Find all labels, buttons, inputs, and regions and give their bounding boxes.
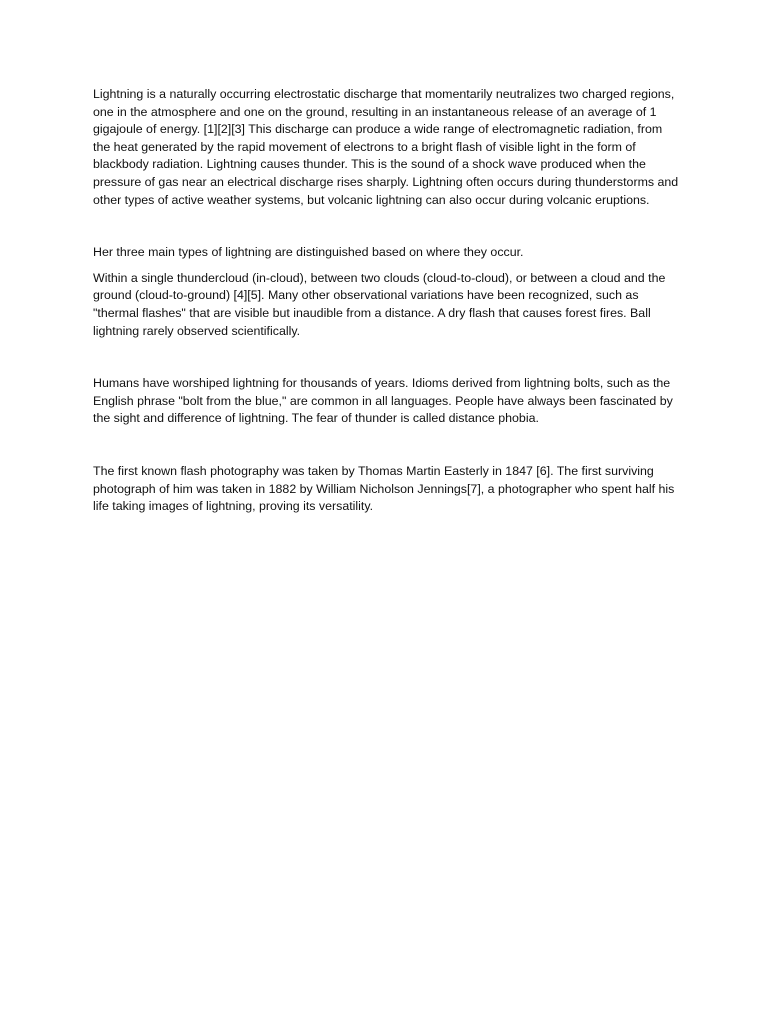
paragraph-lightning-types-detail: Within a single thundercloud (in-cloud), between two clouds (cloud-to-cloud), or between a cloud and the ground (cloud-to-ground) [4][5]. Many other observational variations have been recognized, such as "thermal flashes" that are visible but inaudible from a distance. A dry flash that causes forest fires. Ball lightning rarely observed scientifically. (93, 270, 666, 338)
paragraph-lightning-culture: Humans have worshiped lightning for thousands of years. Idioms derived from lightning bolts, such as the English phrase "bolt from the blue," are common in all languages. People have always been fascinated by the sight and difference of lightning. The fear of thunder is called distance phobia. (93, 376, 673, 426)
paragraph-lightning-photography: The first known flash photography was taken by Thomas Martin Easterly in 1847 [6]. The first surviving photograph of him was taken in 1882 by William Nicholson Jennings[7], a photographer who spent half his life taking images of lightning, proving its versatility. (93, 463, 675, 514)
document-body (93, 86, 681, 516)
paragraph-lightning-definition: Lightning is a naturally occurring electrostatic discharge that momentarily neutralizes two charged regions, one in the atmosphere and one on the ground, resulting in an instantaneous release of an average of 1 gigajoule of energy. [1][2][3] This discharge can produce a wide range of electromagnetic radiation, from the heat generated by the rapid movement of electrons to a bright flash of visible light in the form of blackbody radiation. Lightning causes thunder. This is the sound of a shock wave produced when the pressure of gas near an electrical discharge rises sharply. Lightning often occurs during thunderstorms and other types of active weather systems, but volcanic lightning can also occur during volcanic eruptions. (93, 87, 679, 207)
paragraph-lightning-types-intro: Her three main types of lightning are distinguished based on where they occur. (93, 245, 524, 260)
